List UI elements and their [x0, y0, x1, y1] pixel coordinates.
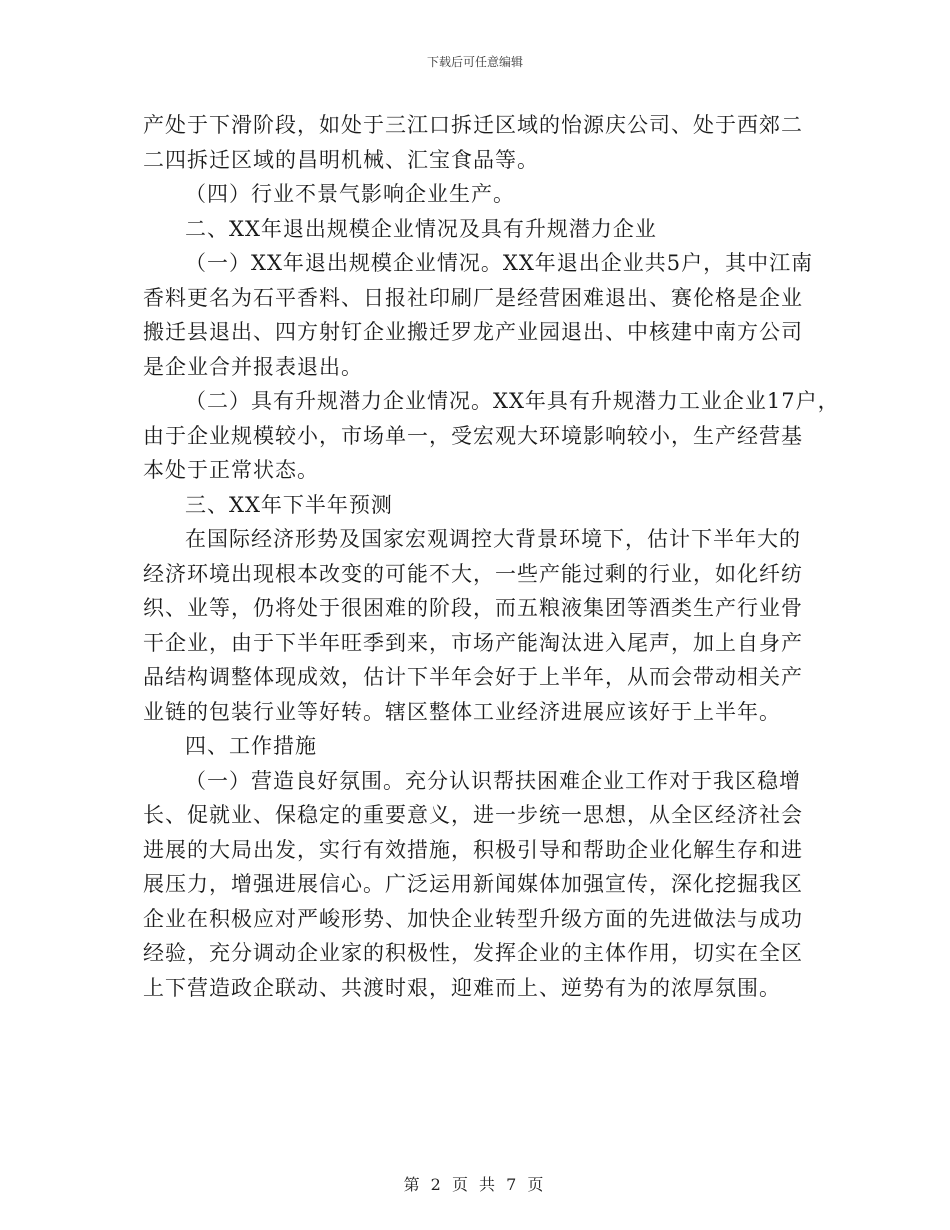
text-line: 在国际经济形势及国家宏观调控大背景环境下，估计下半年大的 — [185, 527, 801, 551]
document-body — [143, 108, 840, 1005]
text-line: 上下营造政企联动、共渡时艰，迎难而上、逆势有为的浓厚氛围。 — [143, 975, 781, 1000]
text-line: 经验，充分调动企业家的积极性，发挥企业的主体作用，切实在全区 — [143, 941, 803, 965]
text-line: 二四拆迁区域的昌明机械、汇宝食品等。 — [143, 147, 539, 172]
text-line: 三、XX年下半年预测 — [185, 492, 393, 517]
text-line: （二）具有升规潜力企业情况。XX年具有升规潜力工业企业17户， — [185, 389, 840, 413]
text-line: 干企业，由于下半年旺季到来，市场产能淘汰进入尾声，加上自身产 — [143, 630, 803, 655]
text-line: 搬迁县退出、四方射钉企业搬迁罗龙产业园退出、中核建中南方公司 — [143, 320, 803, 344]
page-footer: 第 2 页 共 7 页 — [403, 1175, 547, 1194]
text-line: 经济环境出现根本改变的可能不大，一些产能过剩的行业，如化纤纺 — [143, 561, 803, 586]
text-line: 四、工作措施 — [185, 734, 317, 758]
text-line: 长、促就业、保稳定的重要意义，进一步统一思想，从全区经济社会 — [143, 803, 803, 827]
text-line: 品结构调整体现成效，估计下半年会好于上半年，从而会带动相关产 — [143, 665, 803, 689]
text-line: 二、XX年退出规模企业情况及具有升规潜力企业 — [185, 216, 657, 241]
page-header: 下载后可任意编辑 — [426, 55, 523, 69]
text-line: 本处于正常状态。 — [143, 458, 319, 482]
text-line: 是企业合并报表退出。 — [143, 354, 363, 379]
text-line: （一）XX年退出规模企业情况。XX年退出企业共5户，其中江南 — [185, 251, 814, 275]
text-line: 企业在积极应对严峻形势、加快企业转型升级方面的先进做法与成功 — [143, 906, 803, 931]
text-line: （一）营造良好氛围。充分认识帮扶困难企业工作对于我区稳增 — [185, 768, 801, 793]
text-line: 产处于下滑阶段，如处于三江口拆迁区域的怡源庆公司、处于西郊二 — [143, 113, 803, 137]
text-line: 织、业等，仍将处于很困难的阶段，而五粮液集团等酒类生产行业骨 — [143, 596, 803, 620]
text-line: 进展的大局出发，实行有效措施，积极引导和帮助企业化解生存和进 — [143, 837, 803, 862]
text-line: 展压力，增强进展信心。广泛运用新闻媒体加强宣传，深化挖掘我区 — [143, 872, 803, 896]
text-line: 由于企业规模较小，市场单一，受宏观大环境影响较小，生产经营基 — [143, 423, 803, 448]
text-line: 香料更名为石平香料、日报社印刷厂是经营困难退出、赛伦格是企业 — [143, 285, 803, 310]
text-line: （四）行业不景气影响企业生产。 — [185, 182, 515, 206]
text-line: 业链的包装行业等好转。辖区整体工业经济进展应该好于上半年。 — [143, 699, 781, 724]
